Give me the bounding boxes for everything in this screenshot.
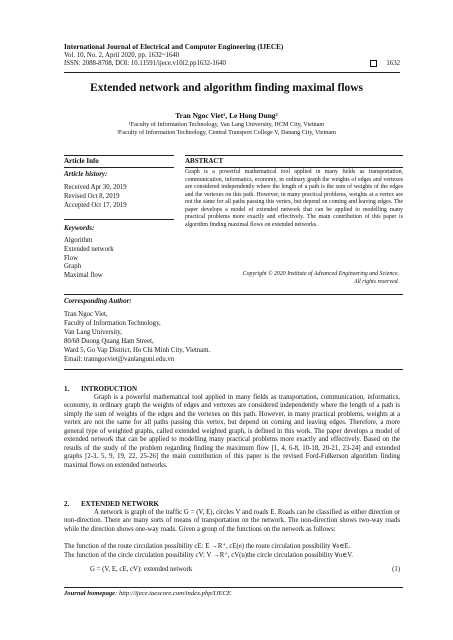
keyword-item: Extended network — [64, 245, 114, 253]
history-rule — [64, 219, 174, 220]
page-number: 1632 — [386, 60, 400, 67]
section-1-text: Graph is a powerful mathematical tool applied in many fields as transportation, communication, informatics, economy, in ordinary graph the weights of edges and vertexes are considered independently where the length of a path is simply the sum of weights of the edges and the vertexes on this path. However, in many practical problems, weights at a vertex are not the same for all paths passing this vertex, but depend on coming and leaving edges. Therefore, a more general type of weighted graphs, called extended weighted graph, is defined in this work. The paper develops a model of extended network that can be applied to modelling many practical problems more exactly and effectively. Based on the results of the study of the problem regarding finding the maximum flow [1, 4, 6-8, 10-18, 20-21, 23-24] and extended graphs [2-3, 5, 9, 19, 22, 25-26] the main contribution of this paper is the revised Ford-Fulkerson algorithm finding maximal flows on extended networks. — [64, 394, 400, 469]
info-head-rule — [64, 167, 174, 168]
keyword-item: Graph — [64, 263, 81, 271]
circle-function-line: The function of the circle circulation possibility cV: V →R⁺, cV(u)the circle circulation possibility ∀u∈V. — [64, 552, 353, 559]
keywords-heading: Keywords: — [64, 224, 95, 232]
corresponding-details — [64, 311, 210, 364]
copyright — [185, 271, 399, 286]
affiliation-2: ²Faculty of Information Technology, Central Transport College V, Danang City, Vietnam — [117, 129, 336, 136]
abstract-head-rule — [185, 167, 403, 168]
keyword-item: Maximal flow — [64, 272, 103, 280]
info-top-rule — [64, 155, 174, 156]
author-university: Van Lang University, — [64, 328, 122, 336]
journal-header — [64, 43, 400, 69]
section-1-heading: INTRODUCTION — [81, 385, 138, 393]
keyword-item: Flow — [64, 254, 78, 262]
author-street: 80/68 Duong Quang Ham Street, — [64, 337, 154, 345]
issn-line: ISSN: 2088-8708, DOI: 10.11591/ijece.v10i2.pp1632-1640 — [64, 60, 226, 68]
affiliations — [40, 121, 413, 137]
corresponding-bottom-rule — [64, 369, 403, 370]
abstract-text: Graph is a powerful mathematical tool applied in many fields as transportation, communication, informatics, economy, in ordinary graph the weights of edges and vertexes are considered independently where the length of a path is the sum of weights of the edges and the vertexes on this path. However, in many practical problems, weights at a vertex are not the same for all paths passing this vertex, but depend on coming and leaving edges. The paper develops a model of extended network that can be applied to modelling many practical problems more exactly and effectively. The main contribution of this paper is algorithm finding maximal flows on extended networks. — [185, 169, 403, 228]
journal-name: International Journal of Electrical and Computer Engineering (IJECE) — [64, 43, 284, 51]
revised-date: Revised Oct 8, 2019 — [64, 192, 120, 200]
history-heading: Article history: — [64, 170, 108, 178]
keywords-list — [64, 237, 114, 281]
accepted-date: Accepted Oct 17, 2019 — [64, 201, 127, 209]
footer-rule — [64, 587, 403, 588]
section-1-number: 1. — [64, 385, 70, 393]
equation-1 — [90, 566, 400, 573]
article-info-heading: Article Info — [64, 157, 99, 165]
section-2-text: A network is graph of the traffic G = (V, E), circles V and roads E. Roads can be classified as either direction or non-direction. There are many sorts of means of transportation on the network. The non-direction shows two-way roads while the direction shows one-way roads. Given a group of the functions on the network as follows: — [64, 509, 400, 533]
section-2-number: 2. — [64, 500, 70, 508]
volume-line: Vol. 10, No. 2, April 2020, pp. 1632~1640 — [64, 51, 180, 59]
abstract-heading: ABSTRACT — [185, 157, 224, 165]
equation-text: G = (V, E, cE, cV): extended network — [90, 566, 193, 573]
author-email: Email: tranngocviet@vanlanguni.edu.vn — [64, 355, 175, 363]
homepage-url[interactable]: : http://ijece.iaescore.com/index.php/IJECE — [115, 590, 231, 597]
print-box-icon — [370, 60, 377, 67]
history-list — [64, 184, 127, 210]
affiliation-1: ¹Faculty of Information Technology, Van Lang University, HCM City, Vietnam — [128, 121, 325, 128]
homepage-label: Journal homepage — [64, 590, 116, 597]
equation-number: (1) — [392, 566, 400, 573]
author-district: Ward 5, Go Vap District, Ho Chi Minh City, Vietnam. — [64, 346, 211, 354]
footer — [64, 590, 231, 597]
copyright-line-2: All rights reserved. — [353, 278, 399, 285]
received-date: Received Apr 30, 2019 — [64, 184, 127, 191]
section-2-heading: EXTENDED NETWORK — [81, 500, 159, 508]
page-number-block — [370, 60, 400, 67]
corresponding-heading: Corresponding Author: — [64, 297, 132, 305]
corresponding-top-rule — [64, 294, 403, 295]
paper-authors: Tran Ngoc Viet¹, Le Hong Dung² — [175, 111, 278, 120]
header-rule — [64, 72, 400, 73]
author-name: Tran Ngoc Viet, — [64, 311, 108, 318]
paper-title: Extended network and algorithm finding maximal flows — [90, 82, 363, 94]
abstract-top-rule — [185, 155, 403, 156]
copyright-line-1: Copyright © 2020 Institute of Advanced Engineering and Science. — [242, 271, 399, 277]
route-function-line: The function of the route circulation possibility cE: E →R⁺, cE(e) the route circulation possibility ∀e∈E. — [64, 543, 351, 550]
author-faculty: Faculty of Information Technology, — [64, 319, 161, 327]
keyword-item: Algorithm — [64, 237, 93, 244]
